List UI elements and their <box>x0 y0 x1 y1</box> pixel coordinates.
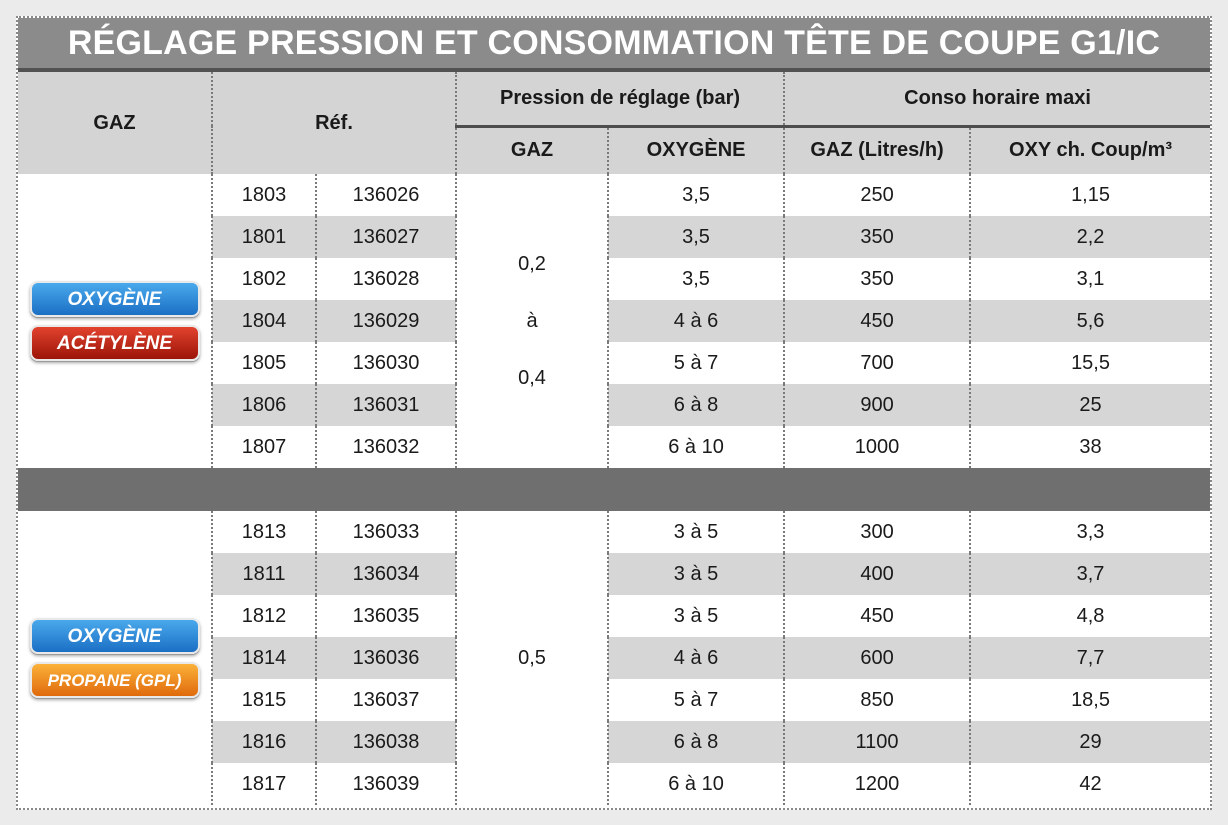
header-pression-gaz: GAZ <box>456 126 608 174</box>
header-pression: Pression de réglage (bar) <box>456 72 784 126</box>
ref2-cell: 136027 <box>316 216 456 258</box>
conso-gaz-cell: 900 <box>784 384 970 426</box>
table-row <box>18 511 1210 553</box>
ref1-cell: 1814 <box>212 637 316 679</box>
header-conso-oxy: OXY ch. Coup/m³ <box>970 126 1210 174</box>
group-separator <box>18 468 1210 511</box>
conso-oxy-cell: 25 <box>970 384 1210 426</box>
ref2-cell: 136026 <box>316 174 456 216</box>
conso-oxy-cell: 1,15 <box>970 174 1210 216</box>
table-frame <box>16 16 1212 810</box>
oxygene-cell: 4 à 6 <box>608 300 784 342</box>
conso-oxy-cell: 4,8 <box>970 595 1210 637</box>
ref2-cell: 136032 <box>316 426 456 468</box>
oxygene-cell: 3 à 5 <box>608 553 784 595</box>
pression-gaz-min: 0,2 <box>518 252 546 275</box>
group-oxy-acetylene <box>18 174 1210 468</box>
badge-oxygene: OXYGÈNE <box>30 281 200 317</box>
ref2-cell: 136033 <box>316 511 456 553</box>
header-pression-oxygene: OXYGÈNE <box>608 126 784 174</box>
oxygene-cell: 6 à 10 <box>608 763 784 805</box>
conso-gaz-cell: 350 <box>784 258 970 300</box>
pression-gaz-sep: à <box>526 309 538 332</box>
conso-gaz-cell: 300 <box>784 511 970 553</box>
conso-gaz-cell: 1100 <box>784 721 970 763</box>
header-ref: Réf. <box>212 72 456 174</box>
pressure-table <box>18 72 1210 805</box>
ref1-cell: 1811 <box>212 553 316 595</box>
conso-gaz-cell: 1000 <box>784 426 970 468</box>
separator-bar <box>18 468 1210 511</box>
conso-gaz-cell: 250 <box>784 174 970 216</box>
table-header <box>18 72 1210 174</box>
pression-gaz-max: 0,4 <box>518 366 546 389</box>
conso-oxy-cell: 3,1 <box>970 258 1210 300</box>
ref1-cell: 1804 <box>212 300 316 342</box>
header-gaz: GAZ <box>18 72 212 174</box>
ref2-cell: 136030 <box>316 342 456 384</box>
conso-oxy-cell: 42 <box>970 763 1210 805</box>
badge-propane: PROPANE (GPL) <box>30 662 200 698</box>
conso-oxy-cell: 3,3 <box>970 511 1210 553</box>
ref2-cell: 136034 <box>316 553 456 595</box>
ref2-cell: 136031 <box>316 384 456 426</box>
pression-gaz-value: 0,5 <box>518 646 546 669</box>
conso-gaz-cell: 400 <box>784 553 970 595</box>
gas-badges <box>18 511 212 805</box>
ref1-cell: 1813 <box>212 511 316 553</box>
pression-gaz-cell <box>456 511 608 805</box>
ref2-cell: 136037 <box>316 679 456 721</box>
group-oxy-propane <box>18 511 1210 805</box>
ref2-cell: 136029 <box>316 300 456 342</box>
header-conso: Conso horaire maxi <box>784 72 1210 126</box>
ref2-cell: 136036 <box>316 637 456 679</box>
conso-oxy-cell: 5,6 <box>970 300 1210 342</box>
oxygene-cell: 6 à 8 <box>608 384 784 426</box>
conso-gaz-cell: 450 <box>784 595 970 637</box>
conso-gaz-cell: 1200 <box>784 763 970 805</box>
ref2-cell: 136038 <box>316 721 456 763</box>
ref1-cell: 1803 <box>212 174 316 216</box>
table-row <box>18 174 1210 216</box>
oxygene-cell: 6 à 10 <box>608 426 784 468</box>
ref1-cell: 1805 <box>212 342 316 384</box>
badge-acetylene: ACÉTYLÈNE <box>30 325 200 361</box>
conso-gaz-cell: 850 <box>784 679 970 721</box>
gas-badges <box>18 174 212 468</box>
pression-gaz-cell <box>456 174 608 468</box>
ref2-cell: 136028 <box>316 258 456 300</box>
conso-oxy-cell: 18,5 <box>970 679 1210 721</box>
conso-gaz-cell: 700 <box>784 342 970 384</box>
ref1-cell: 1806 <box>212 384 316 426</box>
oxygene-cell: 3 à 5 <box>608 595 784 637</box>
conso-oxy-cell: 15,5 <box>970 342 1210 384</box>
conso-oxy-cell: 7,7 <box>970 637 1210 679</box>
conso-gaz-cell: 450 <box>784 300 970 342</box>
oxygene-cell: 3,5 <box>608 216 784 258</box>
oxygene-cell: 4 à 6 <box>608 637 784 679</box>
ref1-cell: 1816 <box>212 721 316 763</box>
ref2-cell: 136039 <box>316 763 456 805</box>
conso-oxy-cell: 2,2 <box>970 216 1210 258</box>
ref2-cell: 136035 <box>316 595 456 637</box>
header-conso-gaz: GAZ (Litres/h) <box>784 126 970 174</box>
ref1-cell: 1817 <box>212 763 316 805</box>
oxygene-cell: 5 à 7 <box>608 679 784 721</box>
badge-oxygene: OXYGÈNE <box>30 618 200 654</box>
oxygene-cell: 3,5 <box>608 174 784 216</box>
oxygene-cell: 6 à 8 <box>608 721 784 763</box>
oxygene-cell: 3 à 5 <box>608 511 784 553</box>
ref1-cell: 1801 <box>212 216 316 258</box>
conso-gaz-cell: 350 <box>784 216 970 258</box>
ref1-cell: 1812 <box>212 595 316 637</box>
page-title: RÉGLAGE PRESSION ET CONSOMMATION TÊTE DE COUPE G1/IC <box>18 18 1210 72</box>
ref1-cell: 1807 <box>212 426 316 468</box>
conso-oxy-cell: 29 <box>970 721 1210 763</box>
ref1-cell: 1802 <box>212 258 316 300</box>
conso-gaz-cell: 600 <box>784 637 970 679</box>
conso-oxy-cell: 38 <box>970 426 1210 468</box>
ref1-cell: 1815 <box>212 679 316 721</box>
oxygene-cell: 3,5 <box>608 258 784 300</box>
conso-oxy-cell: 3,7 <box>970 553 1210 595</box>
oxygene-cell: 5 à 7 <box>608 342 784 384</box>
